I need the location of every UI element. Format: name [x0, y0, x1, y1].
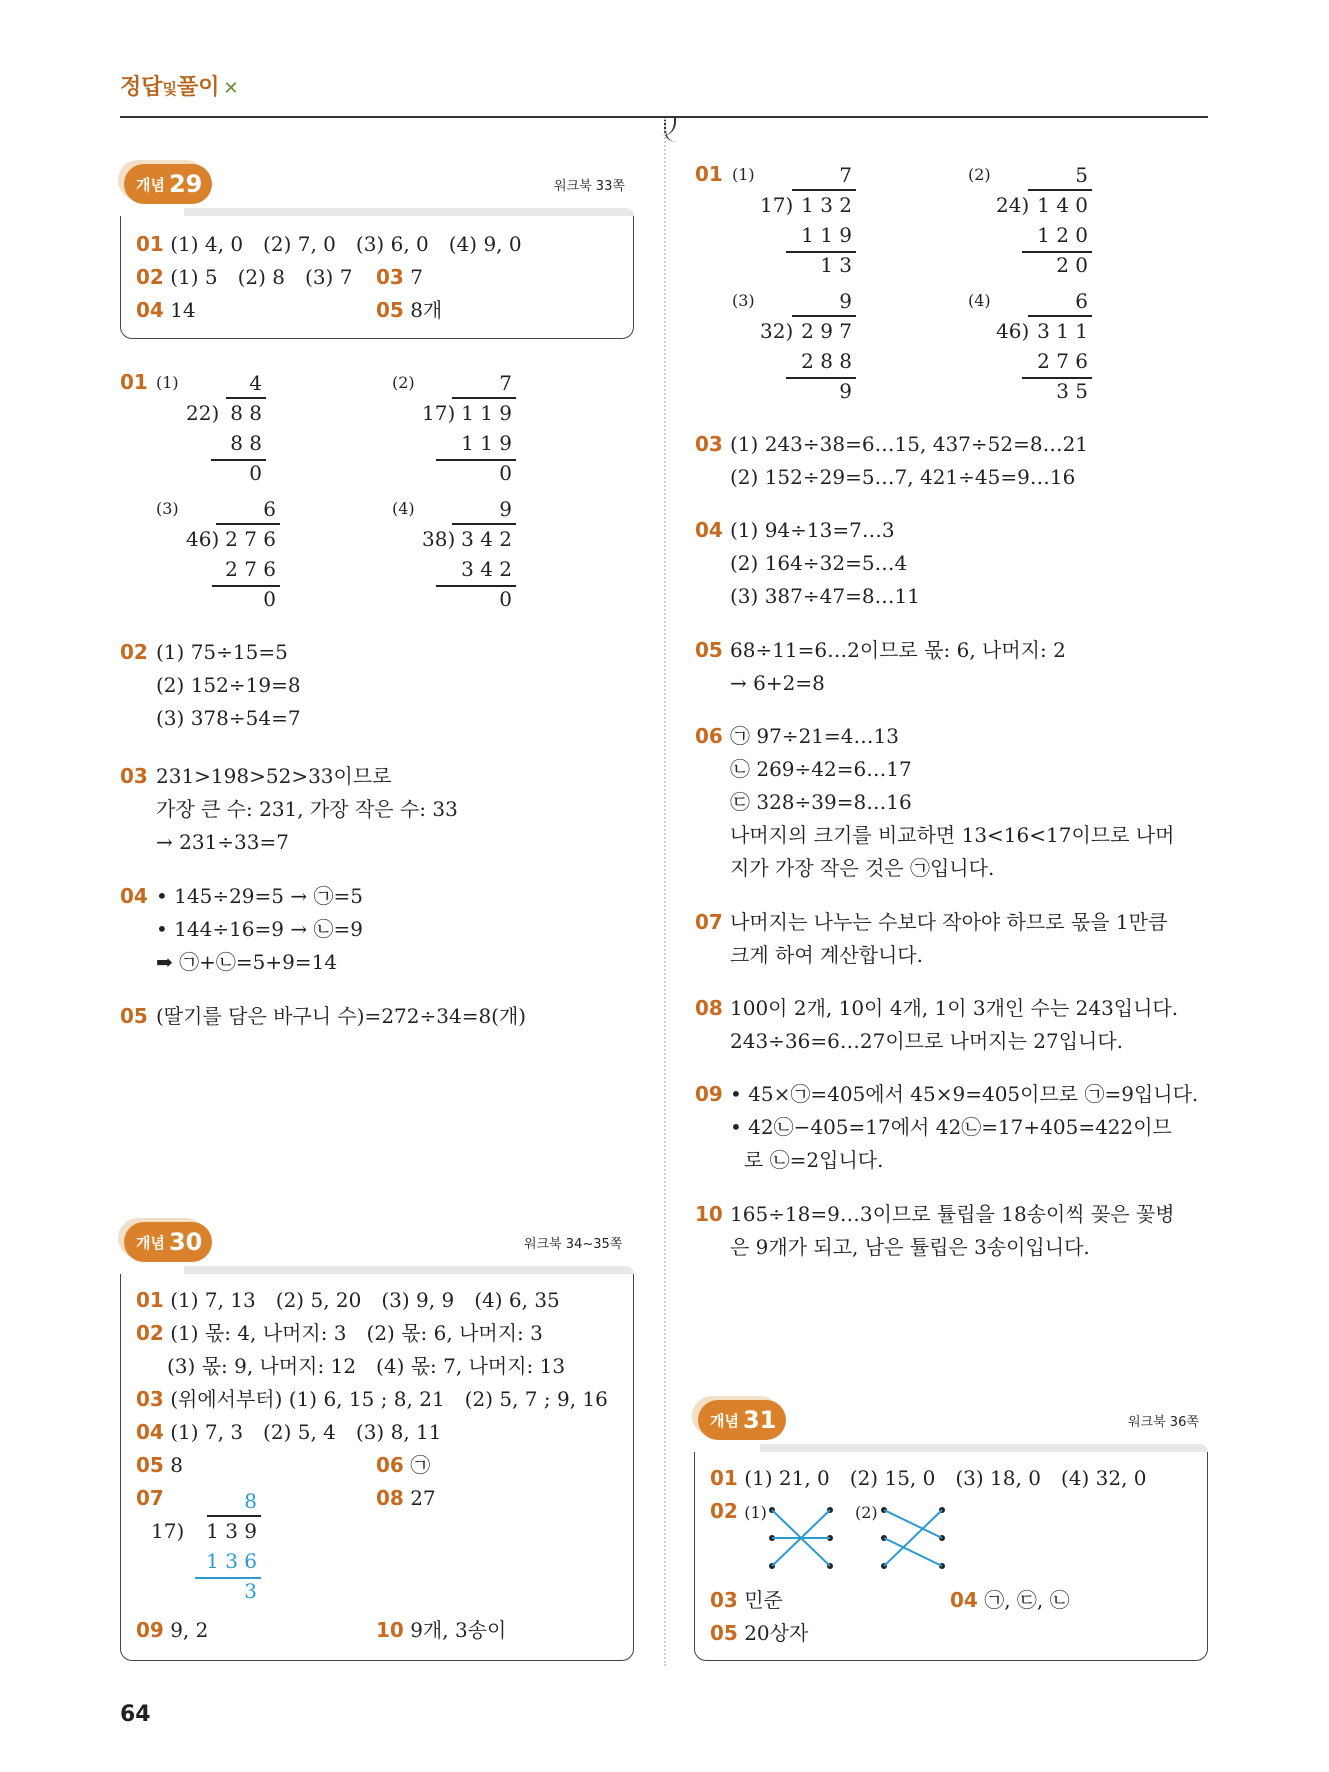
- matching-lines-2: [879, 1504, 949, 1574]
- concept-31-workbook-ref: 워크북 36쪽: [1128, 1415, 1199, 1430]
- column-divider: [664, 118, 666, 1666]
- concept-31-badge: 개념 31: [698, 1400, 786, 1440]
- tools-icon: ✕: [223, 78, 239, 99]
- answer-line: (2) 164÷32=5…4: [730, 551, 908, 575]
- matching-lines-1: [767, 1504, 837, 1574]
- answer-line: ㉢ 328÷39=8…16: [730, 790, 912, 814]
- answer-line: (2) 152÷19=8: [156, 673, 301, 697]
- answer-line: 크게 하여 계산합니다.: [730, 943, 923, 967]
- answer-line: 165÷18=9…3이므로 튤립을 18송이씩 꽂은 꽃병: [730, 1202, 1175, 1226]
- concept-29-answer-box: 01 (1) 4, 0 (2) 7, 0 (3) 6, 0 (4) 9, 0 02 (1) 5 (2) 8 (3) 7 03 7 04 14 05 8개: [120, 216, 634, 339]
- answer-line: 243÷36=6…27이므로 나머지는 27입니다.: [730, 1029, 1124, 1053]
- concept-30-workbook-ref: 워크북 34~35쪽: [524, 1237, 623, 1252]
- long-division: (1) 4 22) 8 8 8 8 0: [156, 368, 276, 488]
- answer-line: ㉡ 269÷42=6…17: [730, 757, 912, 781]
- page-number: 64: [120, 1702, 151, 1727]
- concept-31-answer-box: 01 (1) 21, 0 (2) 15, 0 (3) 18, 0 (4) 32, 0 02 (1) (2) 03 민준 04 ㉠, ㉢, ㉡ 05 20상자: [694, 1452, 1208, 1661]
- answer-line: ➡ ㉠+㉡=5+9=14: [156, 950, 338, 974]
- answer-line: ㉠ 97÷21=4…13: [730, 724, 899, 748]
- answer-line: • 145÷29=5 → ㉠=5: [156, 884, 363, 908]
- answer-line: (3) 378÷54=7: [156, 706, 301, 730]
- answer-line: 가장 큰 수: 231, 가장 작은 수: 33: [156, 797, 458, 821]
- answer-line: 231>198>52>33이므로: [156, 764, 392, 788]
- long-division: (1) 7 17) 1 3 2 1 1 9 1 3: [732, 160, 866, 280]
- header-title: 정답및풀이 ✕: [120, 75, 239, 100]
- answer-line: (2) 152÷29=5…7, 421÷45=9…16: [730, 465, 1076, 489]
- long-division: (2) 7 17) 1 1 9 1 1 9 0: [392, 368, 526, 488]
- answer-line: 나머지의 크기를 비교하면 13<16<17이므로 나머: [730, 823, 1175, 847]
- answer-line: 나머지는 나누는 수보다 작아야 하므로 몫을 1만큼: [730, 910, 1168, 934]
- long-division: 8 17) 1 3 9 1 3 6 3: [151, 1486, 271, 1606]
- concept-29-badge: 개념 29: [124, 164, 212, 204]
- long-division: (3) 6 46) 2 7 6 2 7 6 0: [156, 494, 290, 614]
- answer-line: • 45×㉠=405에서 45×9=405이므로 ㉠=9입니다.: [730, 1082, 1199, 1106]
- concept-30-answer-box: 01 (1) 7, 13 (2) 5, 20 (3) 9, 9 (4) 6, 35 02 (1) 몫: 4, 나머지: 3 (2) 몫: 6, 나머지: 3 (3) 몫: 9, 나머지: 12 (4) 몫: 7, 나머지: 13 03 (위에서부터) (1) 6, 15 ; 8, 21 (2) 5, 7 ; 9, 16 04 (1) 7, 3 (2) 5, 4 (3) 8, 11 05 8 06 ㉠ 07 8 17) 1 3 9 1 3 6 3 08 27 09 9, 2 10 9개, 3송이: [120, 1274, 634, 1661]
- answer-line: 100이 2개, 10이 4개, 1이 3개인 수는 243입니다.: [730, 996, 1179, 1020]
- answer-line: 로 ㉡=2입니다.: [744, 1148, 884, 1172]
- concept-29-workbook-ref: 워크북 33쪽: [554, 179, 625, 194]
- answer-line: (1) 243÷38=6…15, 437÷52=8…21: [730, 432, 1089, 456]
- answer-line: (딸기를 담은 바구니 수)=272÷34=8(개): [156, 1004, 527, 1028]
- concept-30-badge: 개념 30: [124, 1222, 212, 1262]
- answer-line: (1) 94÷13=7…3: [730, 518, 895, 542]
- answer-line: 68÷11=6…2이므로 몫: 6, 나머지: 2: [730, 638, 1066, 662]
- long-division: (2) 5 24) 1 4 0 1 2 0 2 0: [968, 160, 1102, 280]
- long-division: (3) 9 32) 2 9 7 2 8 8 9: [732, 286, 866, 406]
- answer-line: • 42㉡−405=17에서 42㉡=17+405=422이므: [730, 1115, 1172, 1139]
- answer-line: 은 9개가 되고, 남은 튤립은 3송이입니다.: [730, 1235, 1090, 1259]
- long-division: (4) 6 46) 3 1 1 2 7 6 3 5: [968, 286, 1102, 406]
- answer-line: • 144÷16=9 → ㉡=9: [156, 917, 363, 941]
- answer-line: 지가 가장 작은 것은 ㉠입니다.: [730, 856, 995, 880]
- answer-line: (1) 75÷15=5: [156, 640, 288, 664]
- answer-line: → 231÷33=7: [156, 830, 289, 854]
- answer-line: (3) 387÷47=8…11: [730, 584, 920, 608]
- answer-line: → 6+2=8: [730, 671, 825, 695]
- long-division: (4) 9 38) 3 4 2 3 4 2 0: [392, 494, 526, 614]
